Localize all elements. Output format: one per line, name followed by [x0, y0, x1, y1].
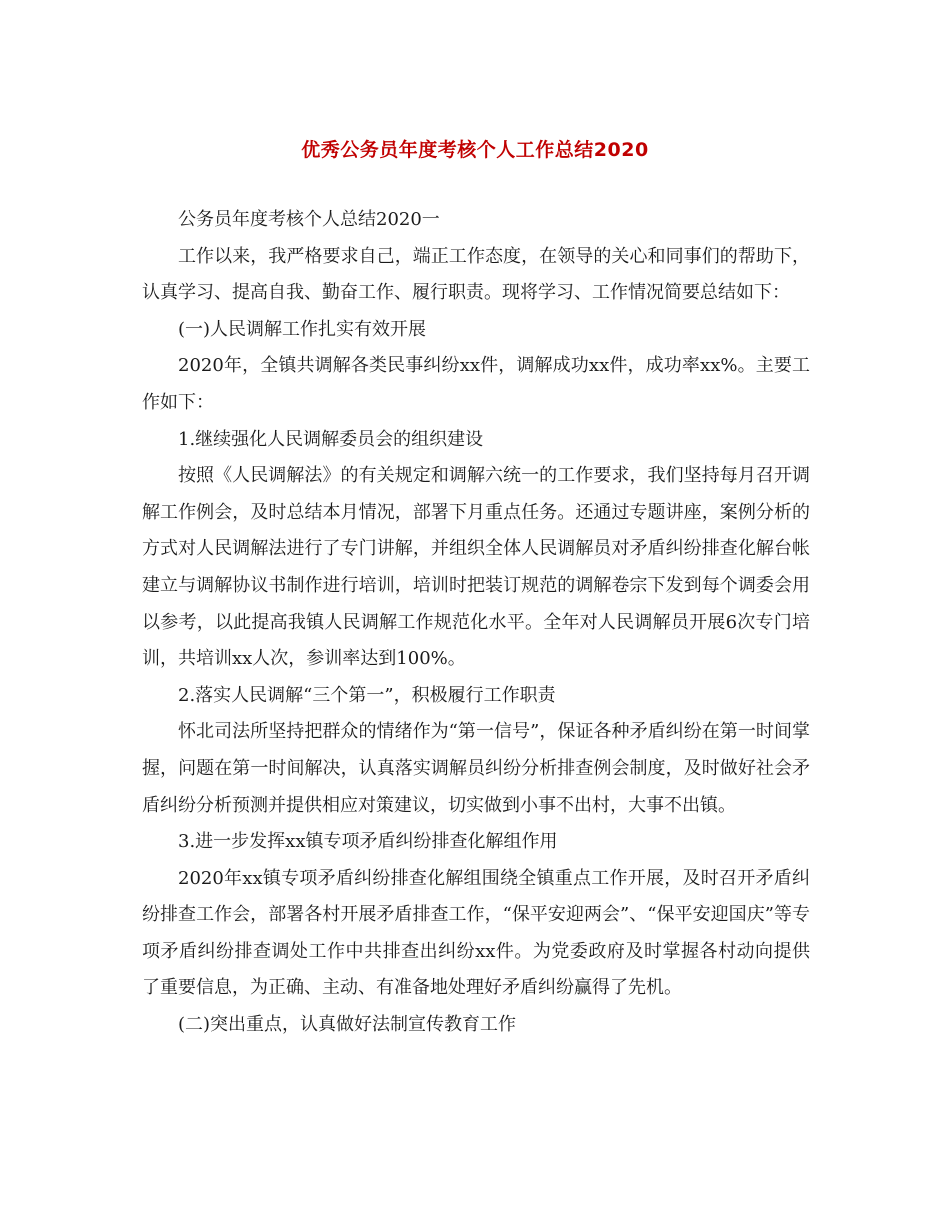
paragraph-intro: 工作以来，我严格要求自己，端正工作态度，在领导的关心和同事们的帮助下，认真学习、提高自我、勤奋工作、履行职责。现将学习、工作情况简要总结如下：	[142, 245, 810, 304]
document-title: 优秀公务员年度考核个人工作总结2020	[301, 139, 649, 161]
paragraph-three-firsts: 怀北司法所坚持把群众的情绪作为“第一信号”，保证各种矛盾纠纷在第一时间掌握，问题在第一时间解决，认真落实调解员纠纷分析排查例会制度，及时做好社会矛盾纠纷分析预测并提供相应对策建议，切实做到小事不出村，大事不出镇。	[142, 721, 810, 816]
paragraph-special-group: 2020年xx镇专项矛盾纠纷排查化解组围绕全镇重点工作开展，及时召开矛盾纠纷排查工作会，部署各村开展矛盾排查工作，“保平安迎两会”、“保平安迎国庆”等专项矛盾纠纷排查调处工作中共排查出纠纷xx件。为党委政府及时掌握各村动向提供了重要信息，为正确、主动、有准备地处理好矛盾纠纷赢得了先机。	[142, 867, 810, 999]
subheading-three-firsts: 2.落实人民调解“三个第一”，积极履行工作职责	[178, 684, 556, 706]
subheading-special-group: 3.进一步发挥xx镇专项矛盾纠纷排查化解组作用	[178, 831, 558, 853]
section-heading-mediation: (一)人民调解工作扎实有效开展	[178, 318, 427, 340]
subheading-organization: 1.继续强化人民调解委员会的组织建设	[178, 428, 484, 450]
paragraph-organization: 按照《人民调解法》的有关规定和调解六统一的工作要求，我们坚持每月召开调解工作例会，及时总结本月情况，部署下月重点任务。还通过专题讲座，案例分析的方式对人民调解法进行了专门讲解，并组织全体人民调解员对矛盾纠纷排查化解台帐建立与调解协议书制作进行培训，培训时把装订规范的调解卷宗下发到每个调委会用以参考，以此提高我镇人民调解工作规范化水平。全年对人民调解员开展6次专门培训，共培训xx人次，参训率达到100%。	[142, 465, 810, 670]
document-body	[142, 202, 810, 1044]
paragraph-heading-summary-one: 公务员年度考核个人总结2020一	[178, 209, 440, 230]
paragraph-mediation-stats: 2020年，全镇共调解各类民事纠纷xx件，调解成功xx件，成功率xx%。主要工作如下：	[142, 355, 810, 413]
section-heading-legal-education: (二)突出重点，认真做好法制宣传教育工作	[178, 1014, 517, 1036]
